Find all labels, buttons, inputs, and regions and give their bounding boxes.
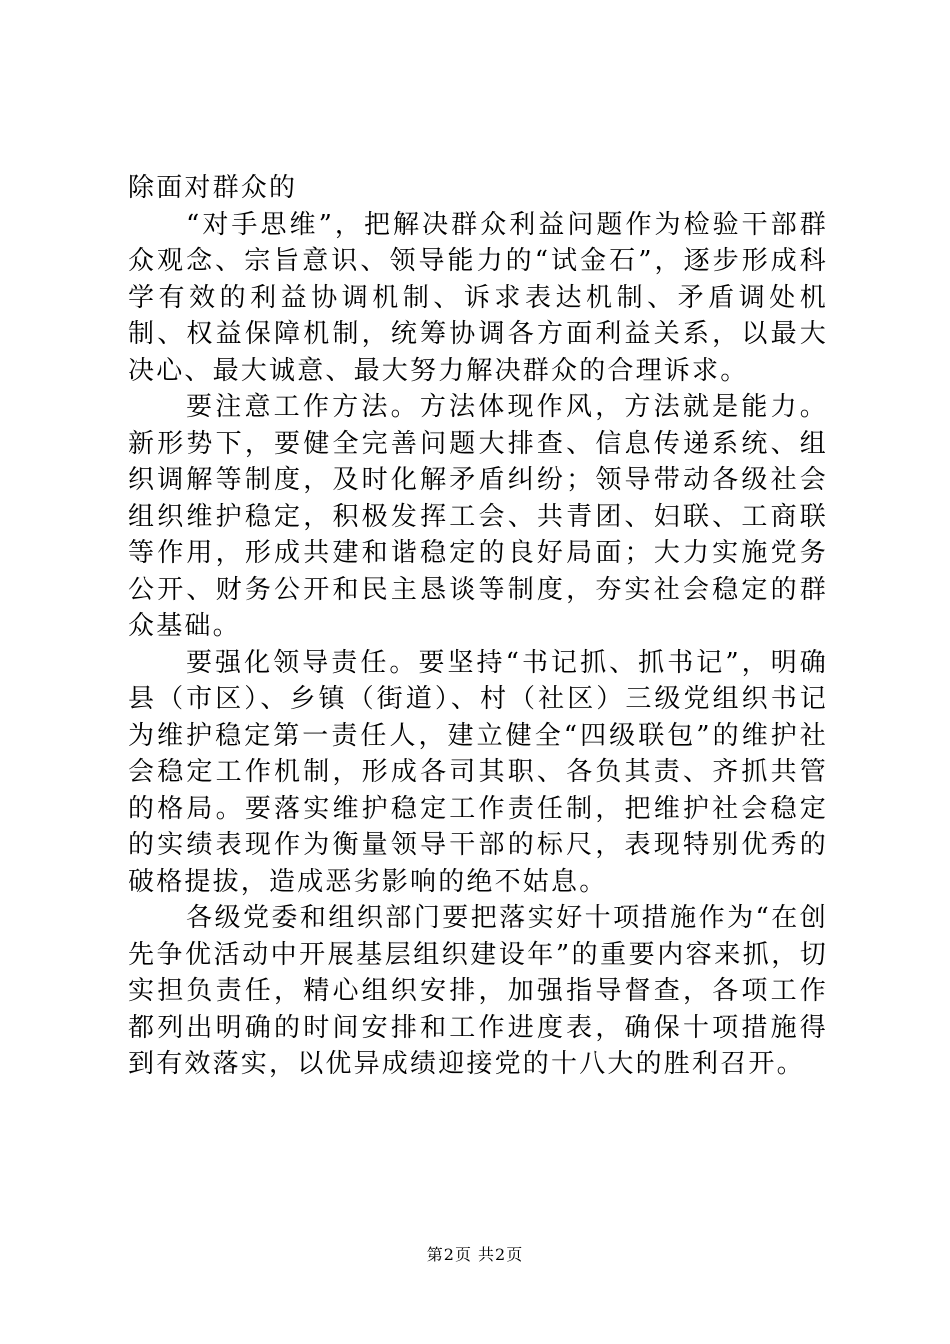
paragraph-conflict-thinking: “对手思维”，把解决群众利益问题作为检验干部群众观念、宗旨意识、领导能力的“试金石”，逐步形成科学有效的利益协调机制、诉求表达机制、矛盾调处机制、权益保障机制，统筹协调各方面利益关系，以最大决心、最大诚意、最大努力解决群众的合理诉求。 [128, 209, 828, 386]
paragraph-fragment: 除面对群众的 [128, 173, 298, 203]
page-number-footer: 第2页 共2页 [426, 1245, 524, 1264]
paragraph-leadership-responsibility: 要强化领导责任。要坚持“书记抓、抓书记”，明确县（市区）、乡镇（街道）、村（社区）三级党组织书记为维护稳定第一责任人，建立健全“四级联包”的维护社会稳定工作机制，形成各司其职、各负其责、齐抓共管的格局。要落实维护稳定工作责任制，把维护社会稳定的实绩表现作为衡量领导干部的标尺，表现特别优秀的破格提拔，造成恶劣影响的绝不姑息。 [128, 647, 828, 897]
document-body [128, 170, 828, 1083]
paragraph-implementation: 各级党委和组织部门要把落实好十项措施作为“在创先争优活动中开展基层组织建设年”的重要内容来抓，切实担负责任，精心组织安排，加强指导督查，各项工作都列出明确的时间安排和工作进度表，确保十项措施得到有效落实，以优异成绩迎接党的十八大的胜利召开。 [128, 903, 828, 1079]
paragraph-work-methods: 要注意工作方法。方法体现作风，方法就是能力。新形势下，要健全完善问题大排查、信息传递系统、组织调解等制度，及时化解矛盾纠纷；领导带动各级社会组织维护稳定，积极发挥工会、共青团、妇联、工商联等作用，形成共建和谐稳定的良好局面；大力实施党务公开、财务公开和民主恳谈等制度，夯实社会稳定的群众基础。 [128, 392, 828, 641]
